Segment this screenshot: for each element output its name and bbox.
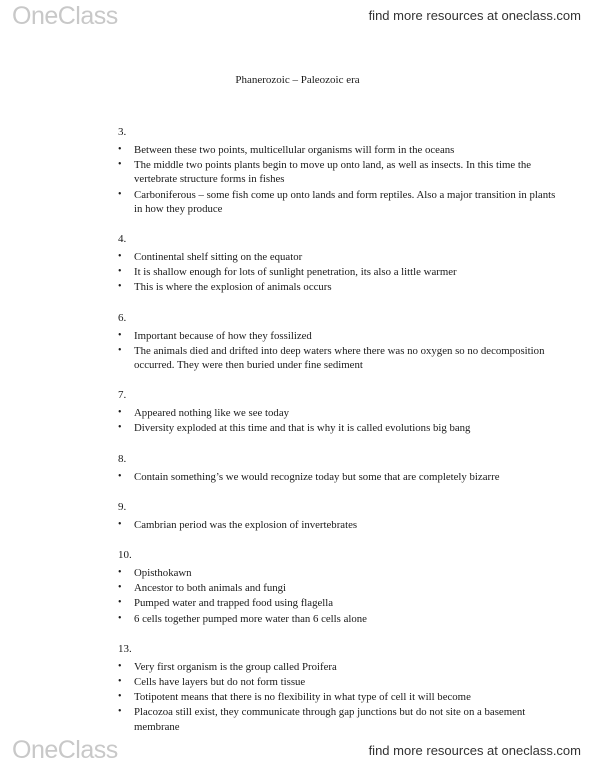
bullet-list [118,406,558,435]
bullet-item: • Opisthokawn [118,566,558,580]
bullet-item: • Placozoa still exist, they communicate through gap junctions but do not site on a basement membrane [118,705,558,733]
bullet-item: • Very first organism is the group called Proifera [118,660,558,674]
note-section [118,642,558,734]
footer-resources-link[interactable]: find more resources at oneclass.com [368,743,581,758]
bullet-item: • The middle two points plants begin to move up onto land, as well as insects. In this time the vertebrate structure forms in fishes [118,158,558,186]
note-section [118,388,558,435]
bullet-list [118,143,558,216]
section-number: 3. [118,126,127,138]
bullet-item: • Carboniferous – some fish come up onto lands and form reptiles. Also a major transition in plants in how they produce [118,188,558,216]
oneclass-logo: OneClass [12,2,118,30]
find-more-resources-link[interactable]: find more resources at oneclass.com [368,8,581,23]
note-section [118,232,558,295]
bullet-list [118,518,558,532]
bullet-list [118,329,558,373]
bullet-item: • This is where the explosion of animals occurs [118,280,558,294]
oneclass-footer-logo: OneClass [12,736,118,764]
bullet-item: • Diversity exploded at this time and that is why it is called evolutions big bang [118,421,558,435]
bullet-list [118,250,558,295]
section-number: 13. [118,642,132,655]
bullet-item: • Important because of how they fossilized [118,329,558,343]
bullet-item: • Cells have layers but do not form tissue [118,675,558,689]
bullet-item: • The animals died and drifted into deep waters where there was no oxygen so no decomposition occurred. They were then buried under fine sediment [118,344,558,372]
bullet-list [118,470,558,484]
bullet-item: • 6 cells together pumped more water than 6 cells alone [118,612,558,626]
section-number: 4. [118,233,127,246]
bullet-item: • Contain something’s we would recognize today but some that are completely bizarre [118,470,558,484]
bullet-item: • Totipotent means that there is no flexibility in what type of cell it will become [118,690,558,704]
bullet-item: • Continental shelf sitting on the equator [118,250,558,264]
bullet-item: • Ancestor to both animals and fungi [118,581,558,595]
section-number: 6. [118,311,127,324]
bullet-list [118,566,558,626]
note-section [118,548,558,626]
notes-body [118,125,558,750]
section-number: 8. [118,452,127,465]
bullet-list [118,660,558,734]
document-title: Phanerozoic – Paleozoic era [235,74,360,86]
bullet-item: • Appeared nothing like we see today [118,406,558,420]
note-section [118,311,558,373]
bullet-item: • It is shallow enough for lots of sunlight penetration, its also a little warmer [118,265,558,279]
note-section [118,452,558,484]
bullet-item: • Cambrian period was the explosion of invertebrates [118,518,558,532]
note-section [118,500,558,532]
bullet-item: • Between these two points, multicellular organisms will form in the oceans [118,143,558,157]
section-number: 10. [118,549,132,562]
bullet-item: • Pumped water and trapped food using flagella [118,596,558,610]
note-section [118,125,558,216]
section-number: 9. [118,500,127,513]
section-number: 7. [118,389,127,402]
